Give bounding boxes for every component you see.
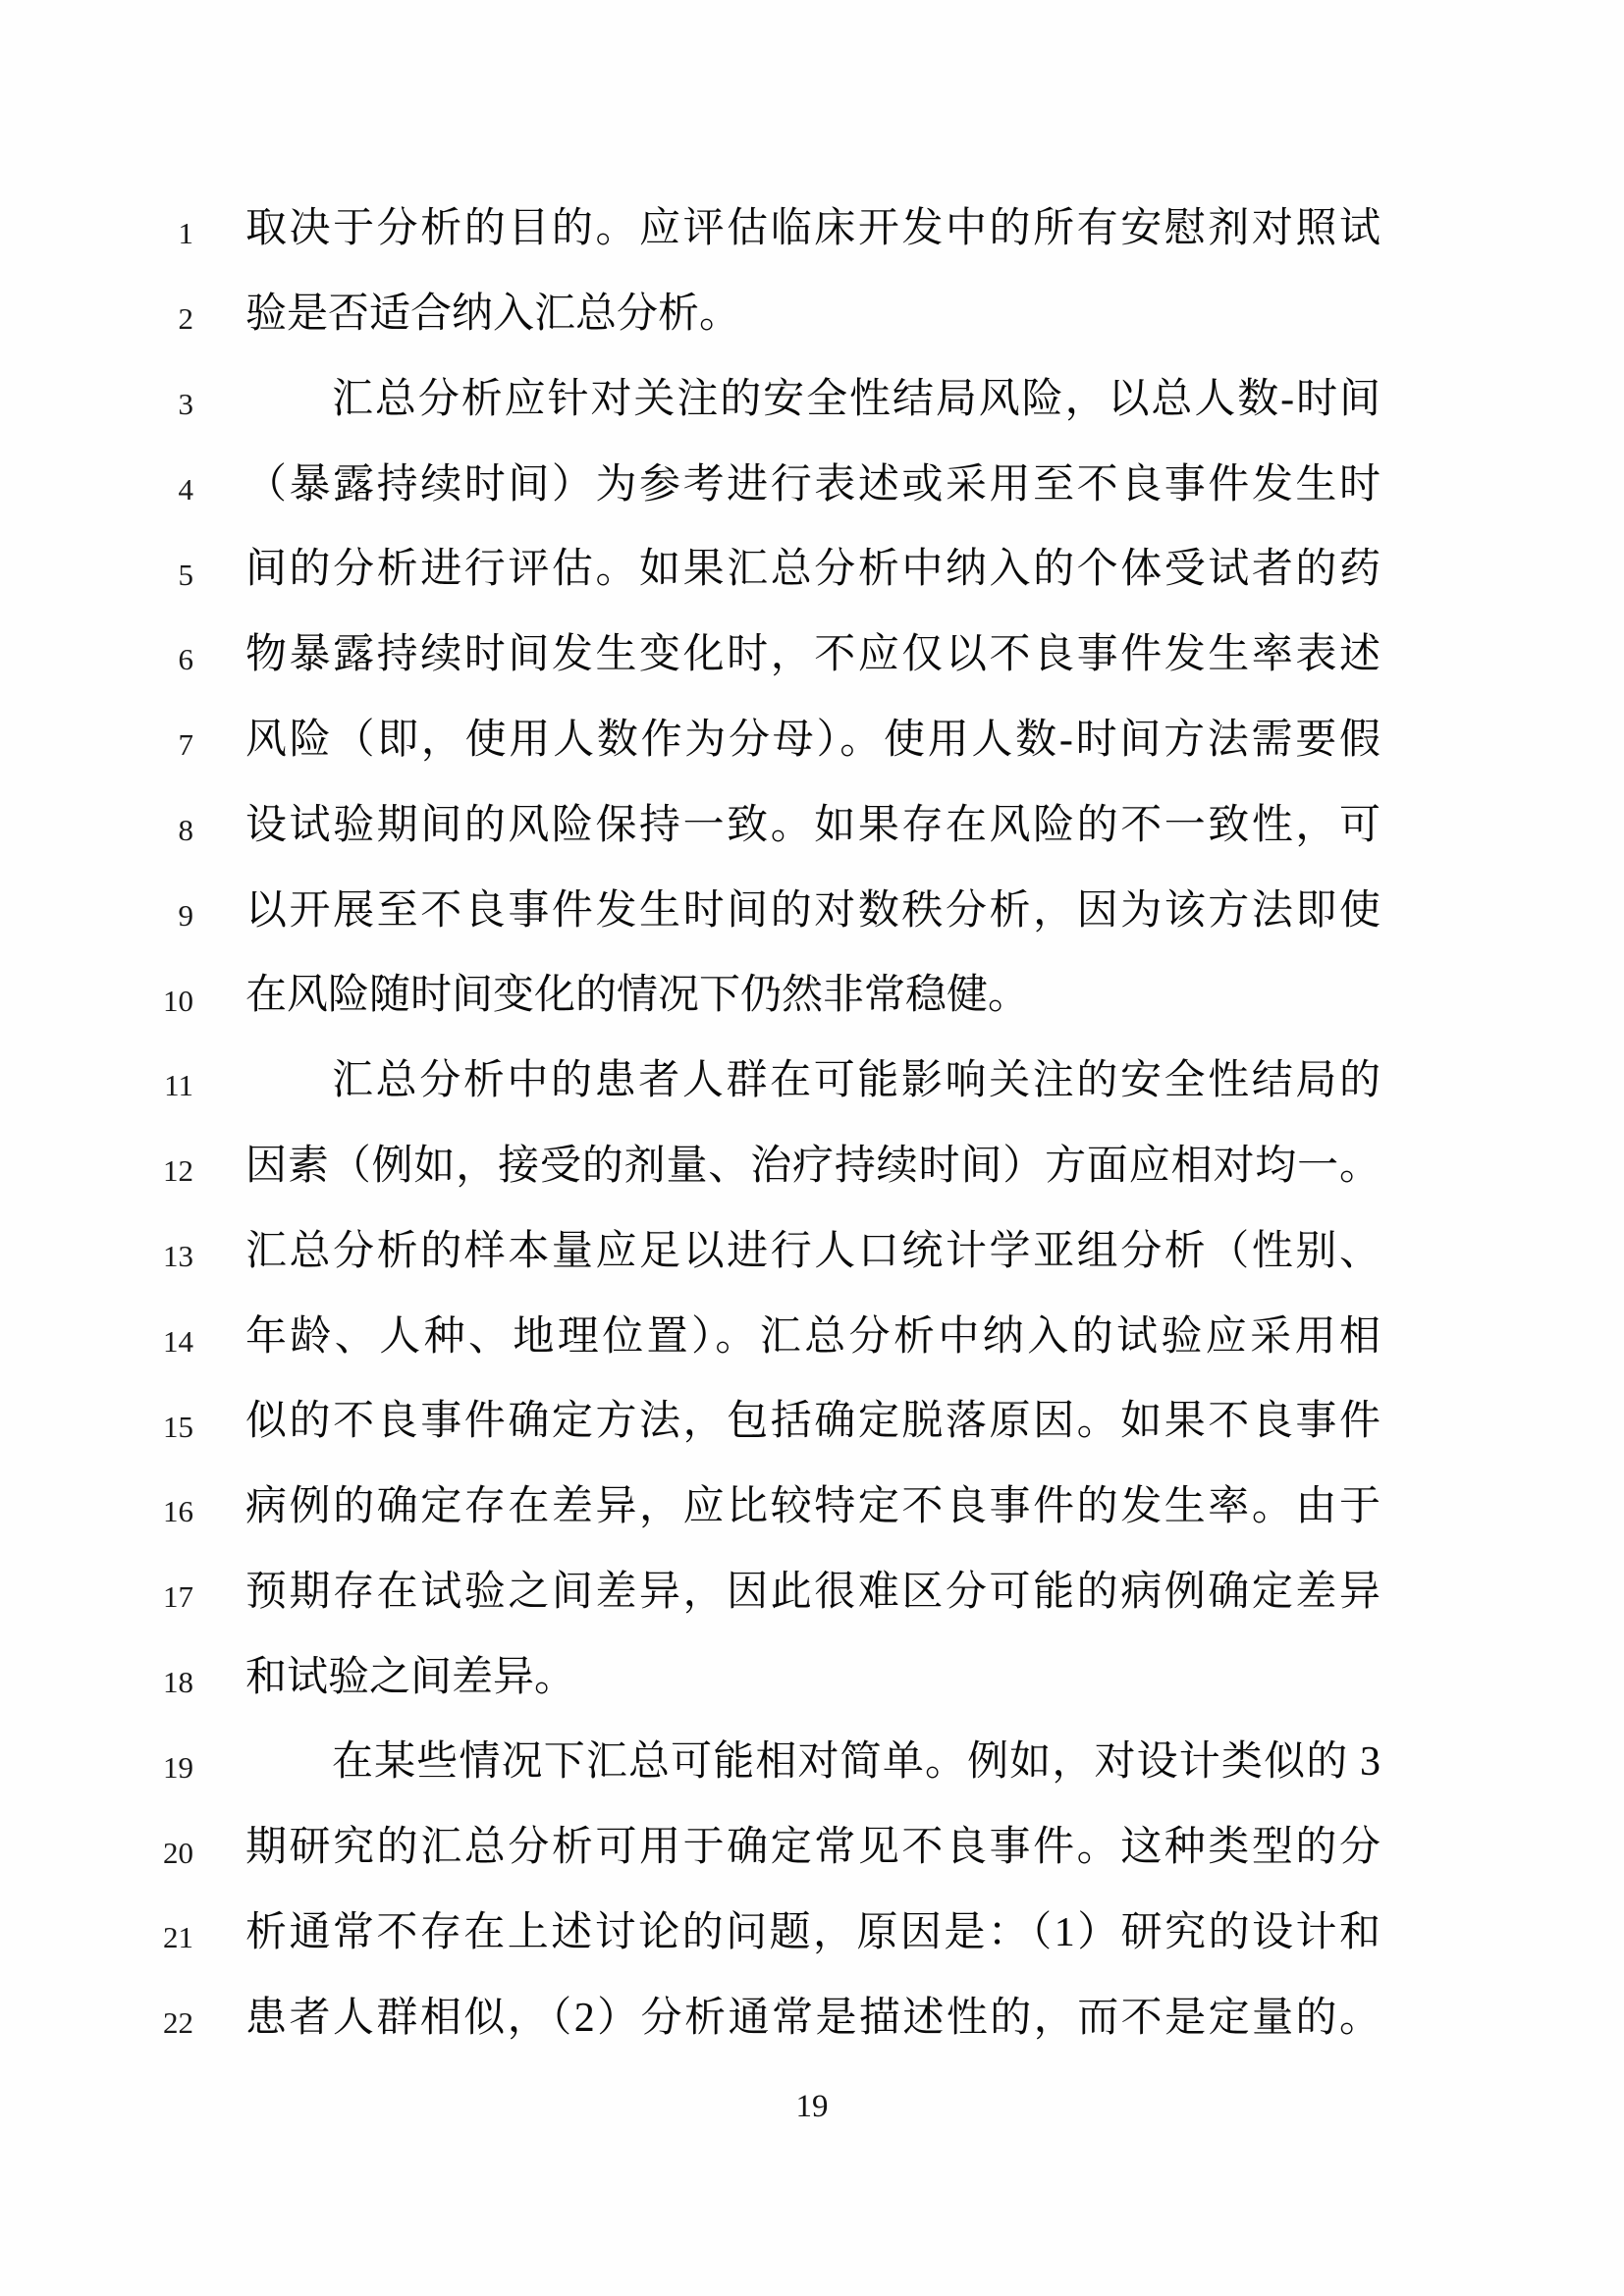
line-number: 20 bbox=[163, 1835, 193, 1870]
line-number: 21 bbox=[163, 1920, 193, 1955]
text-line bbox=[0, 187, 1624, 272]
line-number: 11 bbox=[164, 1068, 193, 1103]
line-text: 物暴露持续时间发生变化时，不应仅以不良事件发生率表述 bbox=[245, 632, 1380, 678]
text-line bbox=[0, 1039, 1624, 1124]
line-text: 病例的确定存在差异，应比较特定不良事件的发生率。由于 bbox=[245, 1484, 1380, 1530]
line-text: 年龄、人种、地理位置）。汇总分析中纳入的试验应采用相 bbox=[245, 1313, 1380, 1360]
text-line bbox=[0, 1124, 1624, 1209]
text-line bbox=[0, 357, 1624, 443]
line-number: 19 bbox=[163, 1749, 193, 1785]
text-line bbox=[0, 1720, 1624, 1805]
line-number: 13 bbox=[163, 1238, 193, 1273]
line-number: 1 bbox=[178, 216, 193, 251]
line-number: 12 bbox=[163, 1153, 193, 1189]
line-text: 患者人群相似，（2）分析通常是描述性的，而不是定量的。 bbox=[245, 1995, 1380, 2041]
line-text: （暴露持续时间）为参考进行表述或采用至不良事件发生时 bbox=[245, 461, 1380, 507]
line-number: 6 bbox=[178, 642, 193, 677]
line-text: 和试验之间差异。 bbox=[245, 1654, 576, 1700]
text-line bbox=[0, 953, 1624, 1039]
line-number: 15 bbox=[163, 1409, 193, 1444]
line-text: 预期存在试验之间差异，因此很难区分可能的病例确定差异 bbox=[245, 1569, 1380, 1615]
line-text: 在风险随时间变化的情况下仍然非常稳健。 bbox=[245, 973, 1030, 1019]
line-text: 风险（即，使用人数作为分母）。使用人数-时间方法需要假 bbox=[245, 717, 1380, 763]
line-text: 汇总分析的样本量应足以进行人口统计学亚组分析（性别、 bbox=[245, 1228, 1380, 1274]
line-text: 以开展至不良事件发生时间的对数秩分析，因为该方法即使 bbox=[245, 887, 1380, 934]
text-line bbox=[0, 613, 1624, 698]
text-line bbox=[0, 1891, 1624, 1976]
line-text: 汇总分析应针对关注的安全性结局风险，以总人数-时间 bbox=[332, 376, 1380, 422]
line-text: 设试验期间的风险保持一致。如果存在风险的不一致性，可 bbox=[245, 802, 1380, 848]
page-number: 19 bbox=[795, 2089, 829, 2124]
text-line bbox=[0, 1379, 1624, 1465]
line-text: 间的分析进行评估。如果汇总分析中纳入的个体受试者的药 bbox=[245, 547, 1380, 593]
text-line bbox=[0, 1976, 1624, 2061]
line-number: 9 bbox=[178, 897, 193, 933]
text-line bbox=[0, 783, 1624, 869]
line-number: 8 bbox=[178, 812, 193, 847]
line-text: 在某些情况下汇总可能相对简单。例如，对设计类似的 3 bbox=[332, 1739, 1380, 1786]
line-number: 18 bbox=[163, 1664, 193, 1699]
line-text: 因素（例如，接受的剂量、治疗持续时间）方面应相对均一。 bbox=[245, 1143, 1380, 1189]
text-line bbox=[0, 698, 1624, 783]
line-number: 16 bbox=[163, 1494, 193, 1529]
text-body bbox=[0, 187, 1624, 2061]
line-text: 验是否适合纳入汇总分析。 bbox=[245, 291, 741, 337]
line-number: 5 bbox=[178, 557, 193, 592]
text-line bbox=[0, 1805, 1624, 1891]
text-line bbox=[0, 272, 1624, 357]
line-number: 2 bbox=[178, 301, 193, 337]
text-line bbox=[0, 1294, 1624, 1379]
text-line bbox=[0, 1550, 1624, 1635]
line-number: 14 bbox=[163, 1323, 193, 1359]
line-number: 4 bbox=[178, 471, 193, 507]
line-number: 22 bbox=[163, 2005, 193, 2041]
line-number: 10 bbox=[163, 983, 193, 1018]
text-line bbox=[0, 442, 1624, 527]
line-text: 取决于分析的目的。应评估临床开发中的所有安慰剂对照试 bbox=[245, 206, 1380, 252]
text-line bbox=[0, 1465, 1624, 1550]
text-line bbox=[0, 1209, 1624, 1295]
line-text: 期研究的汇总分析可用于确定常见不良事件。这种类型的分 bbox=[245, 1825, 1380, 1871]
line-number: 7 bbox=[178, 727, 193, 763]
line-text: 析通常不存在上述讨论的问题，原因是：（1）研究的设计和 bbox=[245, 1910, 1380, 1956]
text-line bbox=[0, 527, 1624, 613]
line-text: 似的不良事件确定方法，包括确定脱落原因。如果不良事件 bbox=[245, 1399, 1380, 1445]
line-text: 汇总分析中的患者人群在可能影响关注的安全性结局的 bbox=[332, 1058, 1380, 1104]
line-number: 3 bbox=[178, 386, 193, 421]
text-line bbox=[0, 1635, 1624, 1721]
text-line bbox=[0, 868, 1624, 953]
line-number: 17 bbox=[163, 1579, 193, 1615]
